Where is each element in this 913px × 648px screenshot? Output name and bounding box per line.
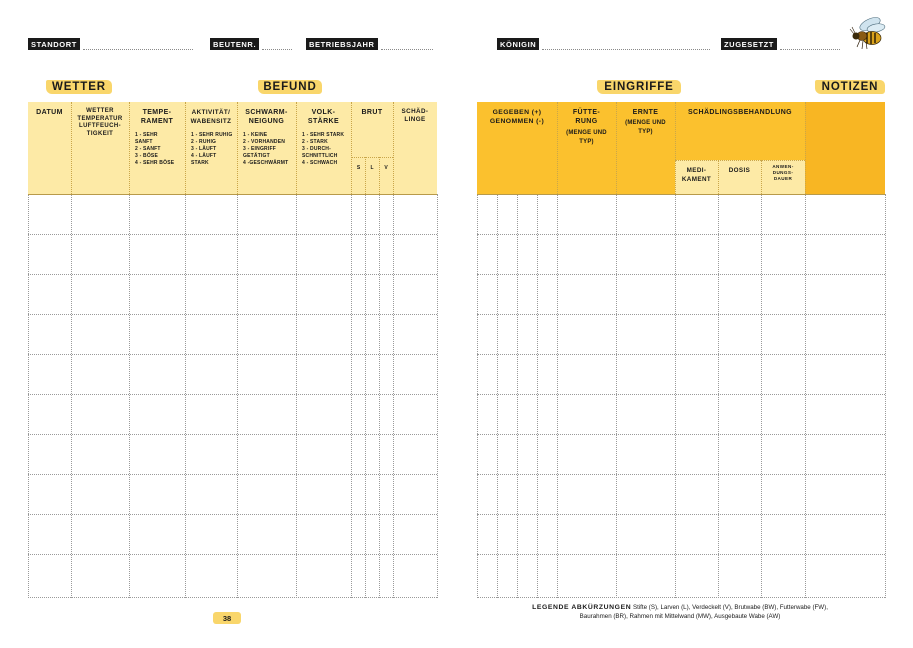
grid-row-line <box>28 234 437 235</box>
grid-col-line <box>557 194 558 598</box>
header-col-divider <box>675 102 676 194</box>
grid-col-line <box>718 194 719 598</box>
bee-illustration <box>848 16 888 54</box>
grid-col-line <box>351 194 352 598</box>
grid-row-line <box>477 474 885 475</box>
header-col-divider <box>718 160 719 194</box>
grid-row-line <box>28 274 437 275</box>
col-gegeben-label: GEGEBEN (+) GENOMMEN (-) <box>489 109 545 125</box>
col-wetter-label: WETTER TEMPERATUR LUFTFEUCH- TIGKEIT <box>77 108 123 137</box>
grid-col-line <box>379 194 380 598</box>
grid-col-line <box>437 194 438 598</box>
col-schaedlinge <box>393 102 437 194</box>
col-fuetterung <box>557 102 616 194</box>
col-brut-label: BRUT <box>361 109 383 116</box>
grid-col-line <box>237 194 238 598</box>
grid-row-line <box>477 274 885 275</box>
grid-row-line <box>477 314 885 315</box>
grid-row-line <box>477 394 885 395</box>
grid-row-line <box>28 394 437 395</box>
col-ernte-label: ERNTE <box>632 109 659 116</box>
legend <box>480 604 880 621</box>
aktivitaet-scale: 1 - SEHR RUHIG 2 - RUHIG 3 - LÄUFT 4 - LÄUFT STARK <box>191 132 233 166</box>
brut-l-label: L <box>370 165 374 171</box>
title-befund: BEFUND <box>258 80 322 94</box>
grid-col-line <box>129 194 130 598</box>
col-volk-label: VOLK- STÄRKE <box>307 109 340 125</box>
grid-col-line <box>675 194 676 598</box>
grid-col-line <box>517 194 518 598</box>
ernte-sub: (MENGE UND TYP) <box>625 120 666 135</box>
grid-row-line <box>28 554 437 555</box>
volk-scale: 1 - SEHR STARK 2 - STARK 3 - DURCH- SCHNITTLICH 4 - SCHWACH <box>302 132 345 166</box>
col-fuetterung-label: FÜTTE- RUNG <box>572 109 601 125</box>
title-wetter: WETTER <box>46 80 112 94</box>
grid-col-line <box>761 194 762 598</box>
col-ernte <box>616 102 675 194</box>
page-number: 38 <box>213 612 241 624</box>
standort-field[interactable] <box>28 38 193 50</box>
grid-header-bottom <box>477 194 885 195</box>
col-gegeben <box>477 102 557 194</box>
grid-col-line <box>885 194 886 598</box>
header-col-divider <box>296 102 297 194</box>
col-aktivitaet <box>185 102 237 194</box>
col-dauer <box>761 160 805 194</box>
col-schwarm <box>237 102 296 194</box>
col-schaedlinge-label: SCHÄD- LINGE <box>401 108 429 123</box>
grid-row-line <box>28 354 437 355</box>
col-volk <box>296 102 351 194</box>
grid-col-line <box>71 194 72 598</box>
grid-col-line <box>185 194 186 598</box>
koenigin-label: KÖNIGIN <box>497 38 539 50</box>
grid-row-line <box>28 314 437 315</box>
brut-sub-divider <box>365 157 366 194</box>
col-schaedlingsbehandlung-label: SCHÄDLINGSBEHANDLUNG <box>687 109 793 116</box>
header-col-divider <box>557 102 558 194</box>
koenigin-field[interactable] <box>497 38 710 50</box>
betriebsjahr-field[interactable] <box>306 38 433 50</box>
title-eingriffe: EINGRIFFE <box>597 80 681 94</box>
brut-s-label: S <box>356 165 361 171</box>
zugesetzt-label: ZUGESETZT <box>721 38 777 50</box>
title-notizen: NOTIZEN <box>815 80 885 94</box>
col-schwarm-label: SCHWARM- NEIGUNG <box>245 109 288 125</box>
header-col-divider <box>129 102 130 194</box>
koenigin-line[interactable] <box>542 40 710 50</box>
grid-row-line <box>477 554 885 555</box>
header-col-divider <box>351 102 352 194</box>
col-dosis <box>718 160 761 194</box>
brut-header-divider <box>351 157 393 158</box>
grid-row-line <box>28 474 437 475</box>
betriebsjahr-line[interactable] <box>381 40 433 50</box>
col-temperament-label: TEMPE- RAMENT <box>140 109 174 125</box>
header-col-divider <box>805 102 806 194</box>
grid-row-line <box>28 597 437 598</box>
legend-label: LEGENDE ABKÜRZUNGEN <box>532 604 632 611</box>
grid-col-line <box>296 194 297 598</box>
beutenr-line[interactable] <box>262 40 292 50</box>
grid-col-line <box>393 194 394 598</box>
header-col-divider <box>761 160 762 194</box>
temperament-scale: 1 - SEHR SANFT 2 - SANFT 3 - BÖSE 4 - SEHR BÖSE <box>135 132 175 166</box>
col-temperament <box>129 102 185 194</box>
header-col-divider <box>237 102 238 194</box>
col-medikament-label: MEDI- KAMENT <box>681 167 712 183</box>
schwarm-scale: 1 - KEINE 2 - VORHANDEN 3 - EINGRIFF GETÄTIGT 4 -GESCHWÄRMT <box>243 132 289 166</box>
brut-sub-divider <box>379 157 380 194</box>
grid-col-line <box>616 194 617 598</box>
grid-col-line <box>365 194 366 598</box>
header-sub-divider <box>675 160 805 161</box>
col-dosis-label: DOSIS <box>728 167 751 174</box>
zugesetzt-field[interactable] <box>721 38 840 50</box>
grid-header-bottom <box>28 194 437 195</box>
grid-col-line <box>497 194 498 598</box>
col-aktivitaet-label: AKTIVITÄT/ WABENSITZ <box>190 109 232 125</box>
grid-row-line <box>28 514 437 515</box>
header-col-divider <box>71 102 72 194</box>
header-col-divider <box>616 102 617 194</box>
brut-v-label: V <box>384 165 388 171</box>
grid-col-line <box>28 194 29 598</box>
col-datum <box>28 102 71 194</box>
grid-row-line <box>477 234 885 235</box>
col-brut <box>351 102 393 194</box>
col-wetter <box>71 102 129 194</box>
grid-row-line <box>477 597 885 598</box>
zugesetzt-line[interactable] <box>780 40 840 50</box>
grid-row-line <box>477 434 885 435</box>
beutenr-label: BEUTENR. <box>210 38 259 50</box>
header-col-divider <box>185 102 186 194</box>
standort-label: STANDORT <box>28 38 80 50</box>
header-col-divider <box>393 102 394 194</box>
grid-col-line <box>477 194 478 598</box>
col-dauer-label: ANWEN- DUNGS- DAUER <box>772 164 794 181</box>
grid-row-line <box>477 354 885 355</box>
standort-line[interactable] <box>83 40 193 50</box>
grid-col-line <box>537 194 538 598</box>
grid-row-line <box>477 514 885 515</box>
grid-col-line <box>805 194 806 598</box>
col-datum-label: DATUM <box>36 109 63 116</box>
col-notizen <box>805 102 885 194</box>
legend-line-2: Baurahmen (BR), Rahmen mit Mittelwand (MW), Ausgebaute Wabe (AW) <box>579 612 781 620</box>
grid-row-line <box>28 434 437 435</box>
fuetterung-sub: (MENGE UND TYP) <box>566 130 607 145</box>
col-medikament <box>675 160 718 194</box>
legend-line-1: Stifte (S), Larven (L), Verdeckelt (V), Brutwabe (BW), Futterwabe (FW), <box>632 604 828 611</box>
beutenr-field[interactable] <box>210 38 292 50</box>
betriebsjahr-label: BETRIEBSJAHR <box>306 38 378 50</box>
